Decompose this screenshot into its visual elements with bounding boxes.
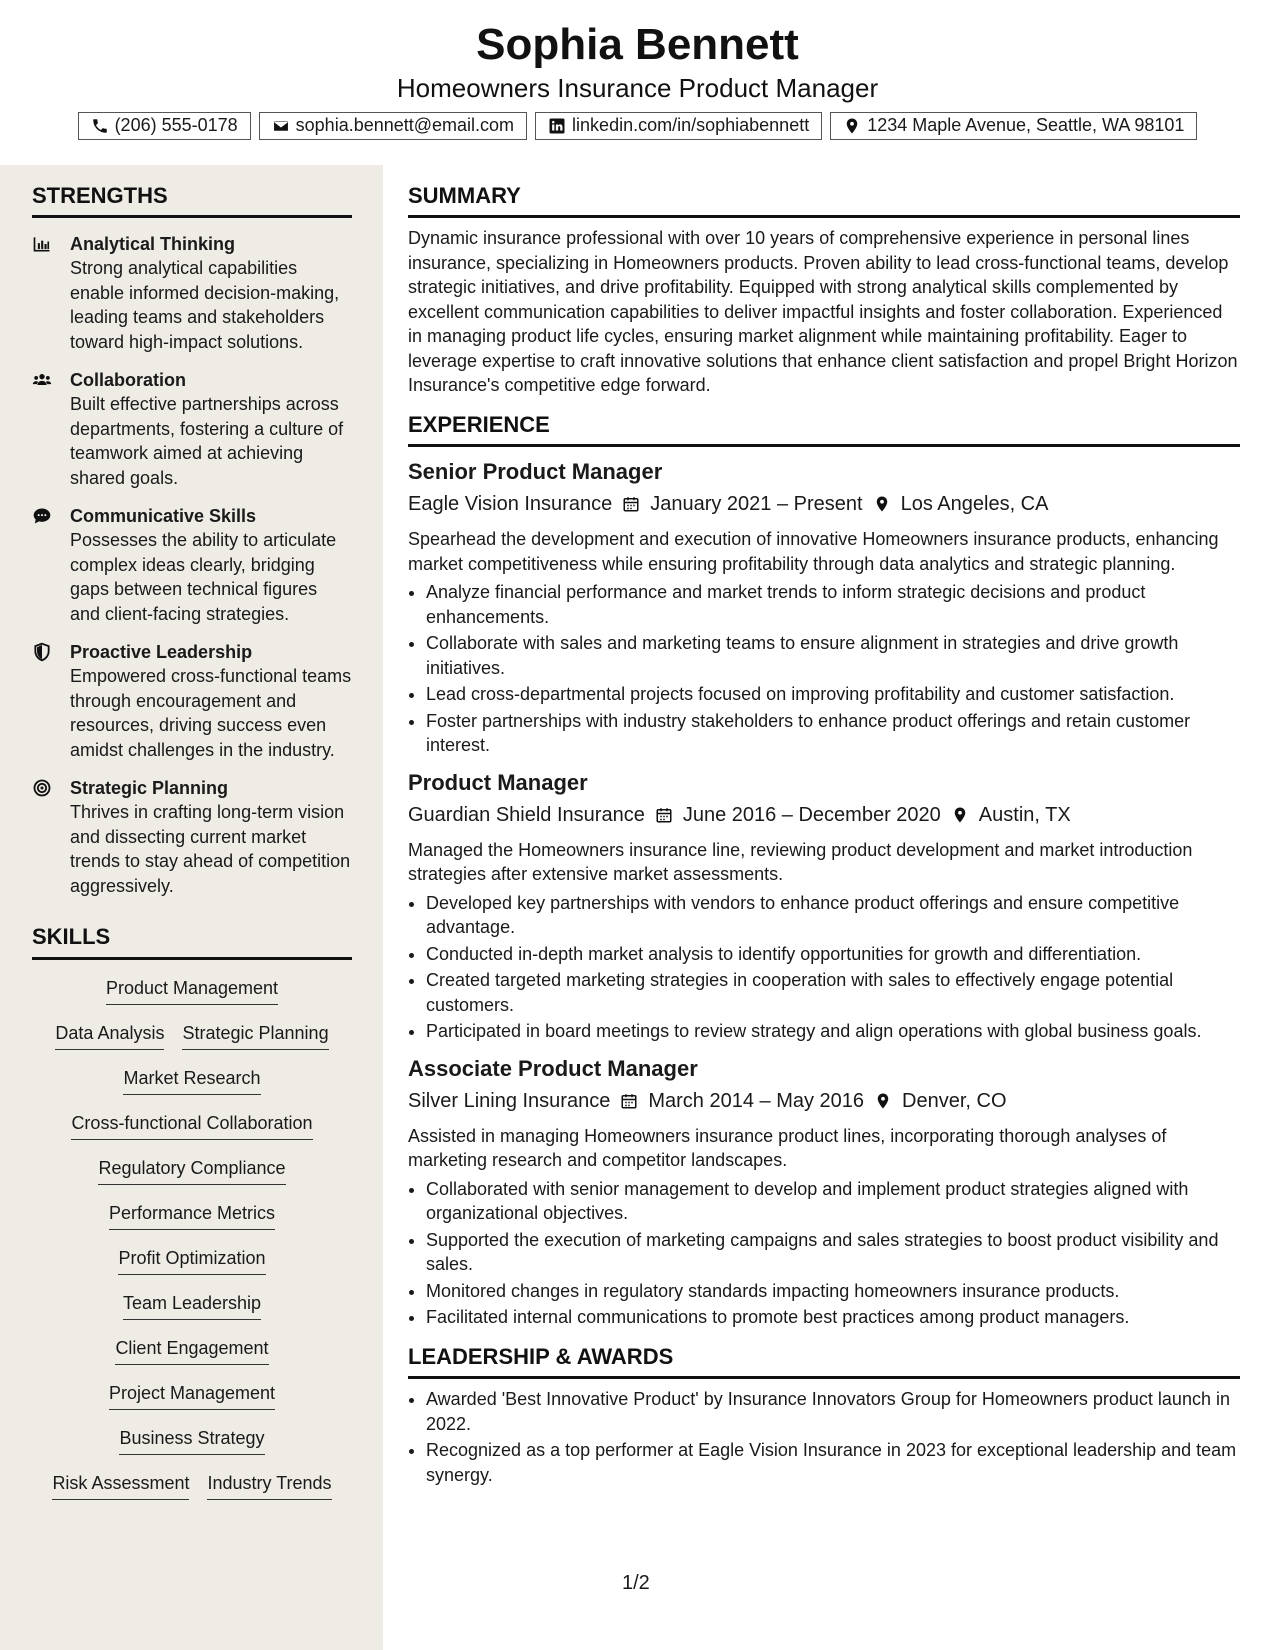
strength-title: Analytical Thinking — [70, 234, 236, 255]
skill-tag: Regulatory Compliance — [98, 1156, 285, 1185]
strength-title: Proactive Leadership — [70, 642, 253, 663]
strength-desc: Empowered cross-functional teams through encouragement and resources, driving success even amidst challenges in the industry. — [70, 666, 352, 760]
strength-title: Communicative Skills — [70, 506, 257, 527]
job-bullet: • Foster partnerships with industry stakeholders to enhance product offerings and retain customer interest. — [426, 709, 1240, 758]
job-bullets — [408, 1177, 1240, 1330]
job-company: Eagle Vision Insurance — [408, 493, 613, 516]
job-entry — [408, 768, 1240, 1044]
strength-item — [32, 504, 352, 626]
speech-bubble-icon — [32, 506, 52, 526]
job-bullets — [408, 580, 1240, 758]
skill-tag: Data Analysis — [55, 1021, 164, 1050]
award-item: • Awarded 'Best Innovative Product' by Insurance Innovators Group for Homeowners product launch in 2022. — [426, 1387, 1240, 1436]
contact-linkedin-text: linkedin.com/in/sophiabennett — [572, 115, 810, 136]
contact-address-text: 1234 Maple Avenue, Seattle, WA 98101 — [867, 115, 1185, 136]
job-meta — [408, 1086, 1240, 1116]
job-dates: January 2021 – Present — [650, 493, 863, 516]
skill-tag: Risk Assessment — [52, 1471, 189, 1500]
job-description: Managed the Homeowners insurance line, reviewing product development and market introduction strategies after extensive market assessments. — [408, 839, 1193, 885]
strength-desc: Built effective partnerships across departments, fostering a culture of teamwork aimed at achieving shared goals. — [70, 394, 344, 488]
strength-item — [32, 368, 352, 490]
resume-header — [0, 0, 1275, 160]
skill-tag: Industry Trends — [207, 1471, 331, 1500]
job-bullet: • Participated in board meetings to review strategy and align operations with global business goals. — [426, 1019, 1240, 1044]
contact-email[interactable] — [259, 112, 527, 140]
skills-heading: SKILLS — [32, 924, 352, 959]
job-location: Austin, TX — [978, 803, 1071, 826]
job-title: Product Manager — [408, 769, 588, 795]
job-location: Los Angeles, CA — [900, 493, 1049, 516]
job-bullet: • Collaborated with senior management to develop and implement product strategies aligned with organizational objectives. — [426, 1177, 1240, 1226]
map-pin-icon — [951, 806, 969, 824]
strengths-heading: STRENGTHS — [32, 183, 352, 218]
job-company: Silver Lining Insurance — [408, 1089, 611, 1112]
summary-text: Dynamic insurance professional with over 10 years of comprehensive experience in personal lines insurance, specializing in Homeowners products. Proven ability to lead cross-functional teams, develop strategic initiatives, and drive profitability. Equipped with strong analytical skills complemented by excellent communication capabilities to deliver impactful insights and foster collaboration. Experienced in managing product life cycles, ensuring market alignment while maintaining profitability. Eager to leverage expertise to craft innovative solutions that enhance client satisfaction and propel Bright Horizon Insurance's competitive edge forward. — [408, 228, 1238, 396]
skill-tag: Project Management — [109, 1381, 275, 1410]
strength-desc: Thrives in crafting long-term vision and dissecting current market trends to stay ahead of competition aggressively. — [70, 802, 351, 896]
bar-chart-icon — [32, 234, 52, 254]
map-pin-icon — [873, 495, 891, 513]
calendar-icon — [620, 1092, 638, 1110]
skill-tag: Client Engagement — [115, 1336, 268, 1365]
skills-section — [32, 924, 352, 1509]
skill-tag: Product Management — [106, 976, 278, 1005]
candidate-role: Homeowners Insurance Product Manager — [396, 72, 879, 103]
job-bullet: • Facilitated internal communications to promote best practices among product managers. — [426, 1305, 1240, 1330]
job-dates: March 2014 – May 2016 — [648, 1089, 865, 1112]
main-column — [408, 165, 1240, 1489]
job-bullets — [408, 891, 1240, 1044]
contact-phone — [78, 112, 251, 140]
job-bullet: • Monitored changes in regulatory standards impacting homeowners insurance products. — [426, 1279, 1240, 1304]
contact-address — [830, 112, 1197, 140]
shield-icon — [32, 642, 52, 662]
job-bullet: • Developed key partnerships with vendors to enhance product offerings and ensure competitive advantage. — [426, 891, 1240, 940]
job-meta — [408, 800, 1240, 830]
job-bullet: • Supported the execution of marketing campaigns and sales strategies to boost product visibility and sales. — [426, 1228, 1240, 1277]
strength-item — [32, 640, 352, 762]
skill-tag: Business Strategy — [119, 1426, 264, 1455]
strengths-section — [32, 183, 352, 898]
strength-item — [32, 776, 352, 898]
contact-email-text: sophia.bennett@email.com — [295, 115, 515, 136]
skill-tag: Team Leadership — [123, 1291, 261, 1320]
skill-tag: Strategic Planning — [182, 1021, 328, 1050]
linkedin-icon — [548, 117, 566, 135]
calendar-icon — [655, 806, 673, 824]
sidebar — [0, 165, 383, 1650]
target-icon — [32, 778, 52, 798]
candidate-name: Sophia Bennett — [476, 20, 799, 69]
strength-title: Strategic Planning — [70, 778, 229, 799]
calendar-icon — [622, 495, 640, 513]
map-pin-icon — [843, 117, 861, 135]
contact-phone-text: (206) 555-0178 — [114, 115, 238, 136]
envelope-icon — [272, 117, 290, 135]
experience-section — [408, 412, 1240, 1330]
job-meta — [408, 489, 1240, 519]
contact-bar — [0, 112, 1275, 140]
summary-section — [408, 183, 1240, 398]
job-company: Guardian Shield Insurance — [408, 803, 645, 826]
strength-desc: Possesses the ability to articulate complex ideas clearly, bridging gaps between technical figures and client-facing strategies. — [70, 530, 337, 624]
job-title: Senior Product Manager — [408, 459, 663, 485]
job-entry — [408, 457, 1240, 758]
experience-heading: EXPERIENCE — [408, 412, 1240, 447]
award-item: • Recognized as a top performer at Eagle Vision Insurance in 2023 for exceptional leadership and team synergy. — [426, 1438, 1240, 1487]
phone-icon — [91, 117, 109, 135]
page-number: 1/2 — [622, 1572, 650, 1594]
job-bullet: • Analyze financial performance and market trends to inform strategic decisions and product enhancements. — [426, 580, 1240, 629]
job-dates: June 2016 – December 2020 — [682, 803, 941, 826]
strength-item — [32, 232, 352, 354]
awards-list — [408, 1387, 1240, 1487]
skill-tag: Performance Metrics — [109, 1201, 275, 1230]
job-location: Denver, CO — [902, 1089, 1007, 1112]
awards-section — [408, 1344, 1240, 1487]
job-bullet: • Collaborate with sales and marketing teams to ensure alignment in strategies and drive growth initiatives. — [426, 631, 1240, 680]
skill-tag: Market Research — [123, 1066, 260, 1095]
job-entry — [408, 1054, 1240, 1330]
summary-heading: SUMMARY — [408, 183, 1240, 218]
map-pin-icon — [874, 1092, 892, 1110]
awards-heading: LEADERSHIP & AWARDS — [408, 1344, 1240, 1379]
strength-desc: Strong analytical capabilities enable informed decision-making, leading teams and stakeholders toward high-impact solutions. — [70, 258, 340, 352]
users-icon — [32, 370, 52, 390]
skills-list — [32, 970, 352, 1510]
job-bullet: • Conducted in-depth market analysis to identify opportunities for growth and differentiation. — [426, 942, 1240, 967]
job-title: Associate Product Manager — [408, 1055, 698, 1081]
job-description: Assisted in managing Homeowners insurance product lines, incorporating thorough analyses of marketing research and competitor landscapes. — [408, 1125, 1167, 1171]
job-bullet: • Lead cross-departmental projects focused on improving profitability and customer satisfaction. — [426, 682, 1240, 707]
job-bullet: • Created targeted marketing strategies in cooperation with sales to effectively engage potential customers. — [426, 968, 1240, 1017]
strength-title: Collaboration — [70, 370, 186, 391]
skill-tag: Cross-functional Collaboration — [71, 1111, 312, 1140]
job-description: Spearhead the development and execution of innovative Homeowners insurance products, enhancing market competitiveness while ensuring profitability through data analytics and strategic planning. — [408, 529, 1219, 574]
skill-tag: Profit Optimization — [118, 1246, 265, 1275]
contact-linkedin[interactable] — [535, 112, 822, 140]
